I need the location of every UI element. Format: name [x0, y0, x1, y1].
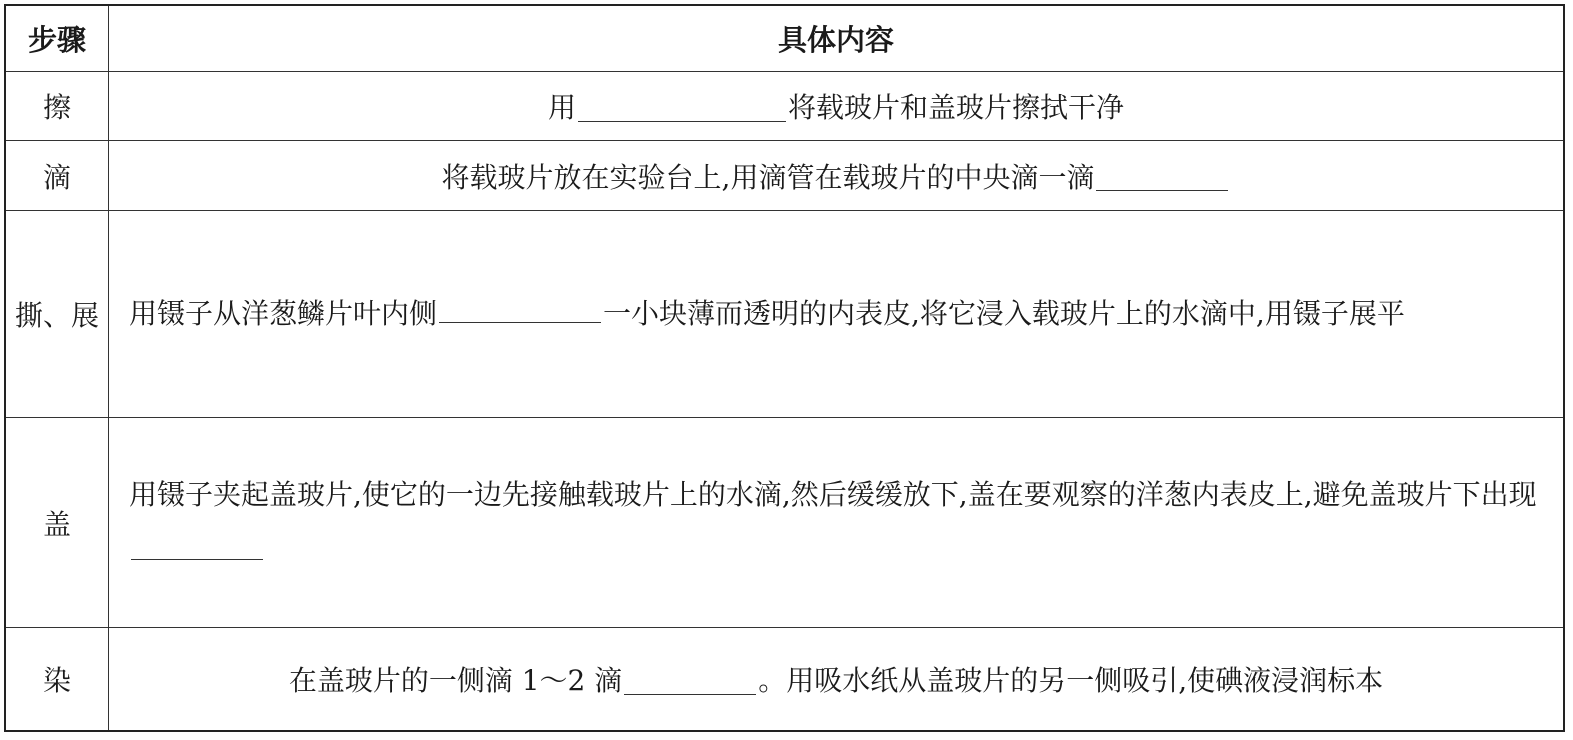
fill-in-blank[interactable]: [624, 663, 756, 695]
step-drip: 滴: [6, 141, 109, 211]
content-text: 用: [547, 91, 576, 124]
header-step: 步骤: [6, 6, 109, 72]
step-stain: 染: [6, 628, 109, 730]
step-tear-spread: 撕、展: [6, 211, 109, 418]
content-text: 将载玻片和盖玻片擦拭干净: [788, 91, 1125, 124]
step-cover: 盖: [6, 418, 109, 628]
step-wipe: 擦: [6, 72, 109, 141]
fill-in-blank[interactable]: [439, 291, 601, 323]
content-wipe: [109, 72, 1563, 141]
fill-in-blank[interactable]: [131, 528, 263, 560]
content-text: 用镊子夹起盖玻片,使它的一边先接触载玻片上的水滴,然后缓缓放下,盖在要观察的洋葱内表皮上,避免盖玻片下出现: [129, 477, 1537, 511]
content-tear-spread: [109, 211, 1563, 418]
fill-in-blank[interactable]: [578, 90, 786, 122]
header-content: 具体内容: [109, 6, 1563, 72]
content-text: 将载玻片放在实验台上,用滴管在载玻片的中央滴一滴: [441, 160, 1095, 194]
content-text: 。用吸水纸从盖玻片的另一侧吸引,使碘液浸润标本: [758, 664, 1384, 697]
content-drip: [109, 141, 1563, 211]
fill-in-blank[interactable]: [1096, 160, 1228, 192]
content-cover: [109, 418, 1563, 628]
content-text: 在盖玻片的一侧滴 1～2 滴: [288, 664, 623, 697]
content-stain: [109, 628, 1563, 730]
content-text: 用镊子从洋葱鳞片叶内侧: [129, 297, 438, 330]
content-text: 一小块薄而透明的内表皮,将它浸入载玻片上的水滴中,用镊子展平: [603, 297, 1405, 330]
procedure-table: [4, 4, 1565, 732]
